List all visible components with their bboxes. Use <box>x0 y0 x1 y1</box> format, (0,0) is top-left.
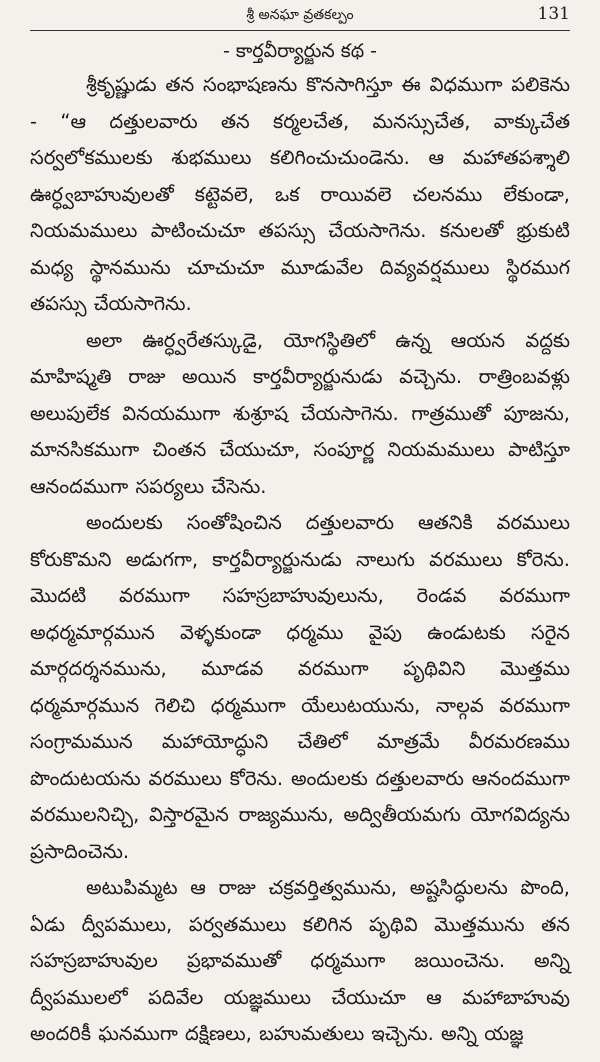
paragraph-1: శ్రీకృష్ణుడు తన సంభాషణను కొనసాగిస్తూ ఈ విధముగా పలికెను - “ఆ దత్తులవారు తన కర్మలచేత, మనస్సుచేత, వాక్కుచేత సర్వలోకములకు శుభములు కలిగించుచుండెను. ఆ మహాతపశ్శాలి ఊర్ధ్వబాహువులతో కట్టెవలె, ఒక రాయివలె చలనము లేకుండా, నియమములు పాటించుచూ తపస్సు చేయసాగెను. కనులతో భ్రుకుటి మధ్య స్థానమును చూచుచూ మూడువేల దివ్యవర్షములు స్థిరముగ తపస్సు చేయసాగెను. <box>30 73 570 315</box>
chapter-title: - కార్తవీర్యార్జున కథ - <box>222 40 378 62</box>
paragraph-2: అలా ఊర్ధ్వరేతస్కుడై, యోగస్థితిలో ఉన్న ఆయన వద్దకు మాహిష్మతి రాజు అయిన కార్తవీర్యార్జునుడు వచ్చెను. రాత్రింబవళ్లు అలుపులేక వినయముగా శుశ్రూష చేయసాగెను. గాత్రముతో పూజను, మానసికముగా చింతన చేయుచూ, సంపూర్ణ నియమములు పాటిస్తూ ఆనందముగా సపర్యలు చేసెను. <box>30 328 570 498</box>
running-header <box>30 0 570 31</box>
paragraph-3: అందులకు సంతోషించిన దత్తులవారు ఆతనికి వరములు కోరుకొమని అడుగగా, కార్తవీర్యార్జునుడు నాలుగు వరములు కోరెను. మొదటి వరముగా సహస్రబాహువులును, రెండవ వరముగా అధర్మమార్గమున వెళ్ళకుండా ధర్మము వైపు ఉండుటకు సరైన మార్గదర్శనమును, మూడవ వరముగా పృథివిని మొత్తము ధర్మమార్గమున గెలిచి ధర్మముగా యేలుటయును, నాల్గవ వరముగా సంగ్రామమున మహాయోద్ధుని చేతిలో మాత్రమే వీరమరణము పొందుటయను వరములు కోరెను. అందులకు దత్తులవారు ఆనందముగా వరములనిచ్చి, విస్తారమైన రాజ్యమును, అద్వితీయమగు యోగవిద్యను ప్రసాదించెను. <box>30 511 570 863</box>
paragraph-4: అటుపిమ్మట ఆ రాజు చక్రవర్తిత్వమును, అష్టసిద్ధులను పొంది, ఏడు ద్వీపములు, పర్వతములు కలిగిన పృథివి మొత్తమును తన సహస్రబాహువుల ప్రభావముతో ధర్మముగా జయించెను. అన్ని ద్వీపములలో పదివేల యజ్ఞములు చేయుచూ ఆ మహాబాహువు అందరికీ ఘనముగా దక్షిణలు, బహుమతులు ఇచ్చెను. అన్ని యజ్ఞ <box>30 876 570 1045</box>
page-number: 131 <box>537 4 570 24</box>
running-title: శ్రీ అనఘా వ్రతకల్పం <box>246 7 354 23</box>
body-text <box>30 67 570 1053</box>
